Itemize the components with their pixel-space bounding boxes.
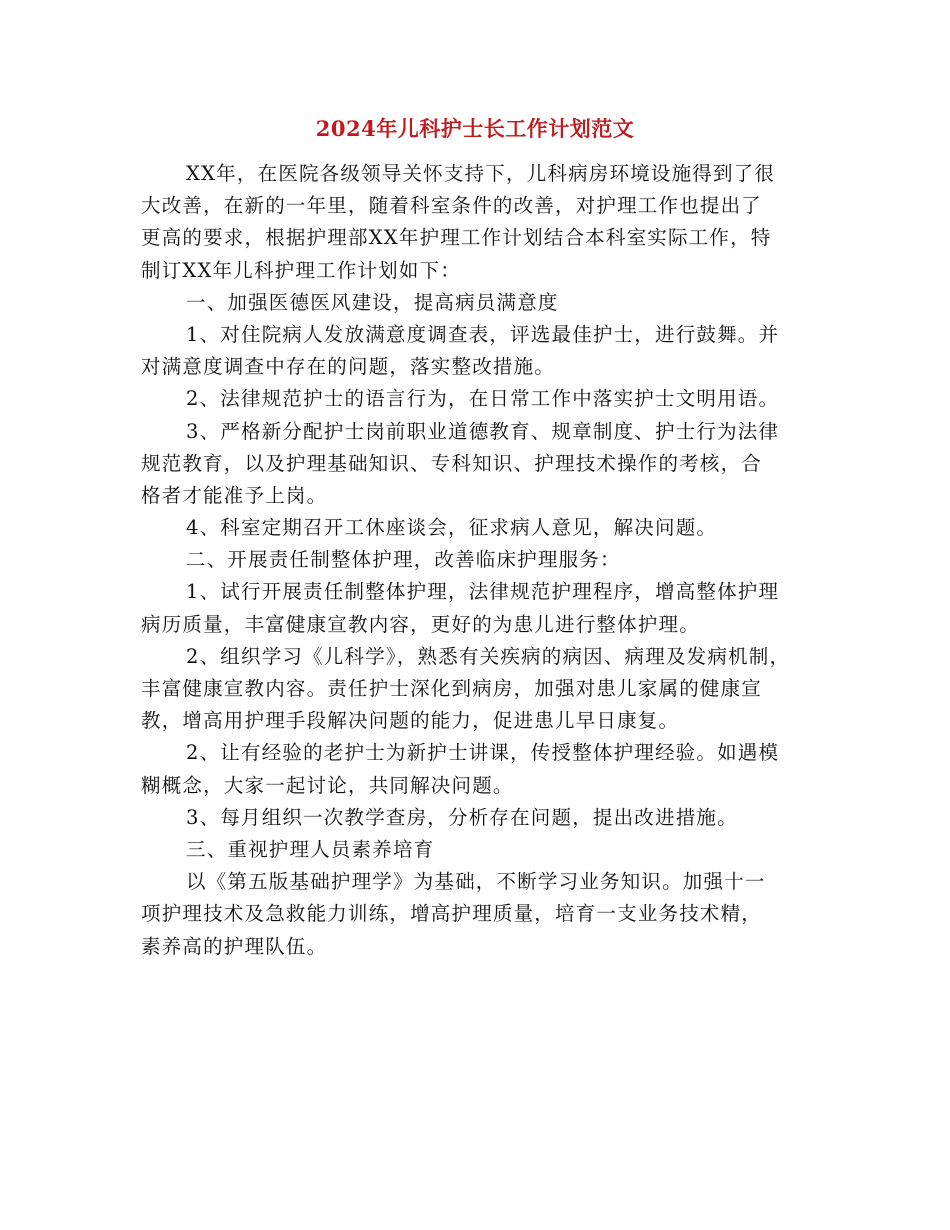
text-line: 二、开展责任制整体护理，改善临床护理服务： [186, 548, 621, 572]
text-line: 3、严格新分配护士岗前职业道德教育、规章制度、护士行为法律 [186, 419, 780, 443]
text-line: 2、让有经验的老护士为新护士讲课，传授整体护理经验。如遇模 [186, 741, 780, 765]
text-line: XX年，在医院各级领导关怀支持下，儿科病房环境设施得到了很 [186, 162, 776, 185]
text-line: 病历质量，丰富健康宣教内容，更好的为患儿进行整体护理。 [141, 612, 700, 636]
text-line: 项护理技术及急救能力训练，增高护理质量，培育一支业务技术精， [141, 902, 763, 926]
text-line: 以《第五版基础护理学》为基础，不断学习业务知识。加强十一 [186, 870, 766, 894]
text-line: 1、试行开展责任制整体护理，法律规范护理程序，增高整体护理 [186, 580, 780, 604]
text-line: 3、每月组织一次教学查房，分析存在问题，提出改进措施。 [186, 805, 738, 829]
document-body [141, 158, 823, 963]
text-line: 规范教育，以及护理基础知识、专科知识、护理技术操作的考核，合 [141, 451, 763, 475]
text-line: 格者才能准予上岗。 [141, 483, 328, 507]
text-line: 教，增高用护理手段解决问题的能力，促进患儿早日康复。 [141, 709, 680, 733]
text-line: 素养高的护理队伍。 [141, 934, 328, 958]
text-line: 丰富健康宣教内容。责任护士深化到病房，加强对患儿家属的健康宣 [141, 677, 763, 700]
text-line: 制订XX年儿科护理工作计划如下： [141, 258, 461, 282]
document-title: 2024年儿科护士长工作计划范文 [315, 116, 635, 141]
text-line: 对满意度调查中存在的问题，落实整改措施。 [141, 355, 556, 379]
text-line: 1、对住院病人发放满意度调查表，评选最佳护士，进行鼓舞。并 [186, 322, 780, 346]
text-line: 4、科室定期召开工休座谈会，征求病人意见，解决问题。 [186, 516, 718, 540]
text-line: 三、重视护理人员素养培育 [186, 837, 435, 861]
text-line: 大改善，在新的一年里，随着科室条件的改善，对护理工作也提出了 [141, 194, 763, 218]
text-line: 2、组织学习《儿科学》，熟悉有关疾病的病因、病理及发病机制， [186, 644, 791, 668]
text-line: 一、加强医德医风建设，提高病员满意度 [186, 290, 559, 314]
text-line: 更高的要求，根据护理部XX年护理工作计划结合本科室实际工作，特 [141, 226, 772, 250]
text-line: 2、法律规范护士的语言行为，在日常工作中落实护士文明用语。 [186, 387, 780, 411]
text-line: 糊概念，大家一起讨论，共同解决问题。 [141, 773, 514, 797]
